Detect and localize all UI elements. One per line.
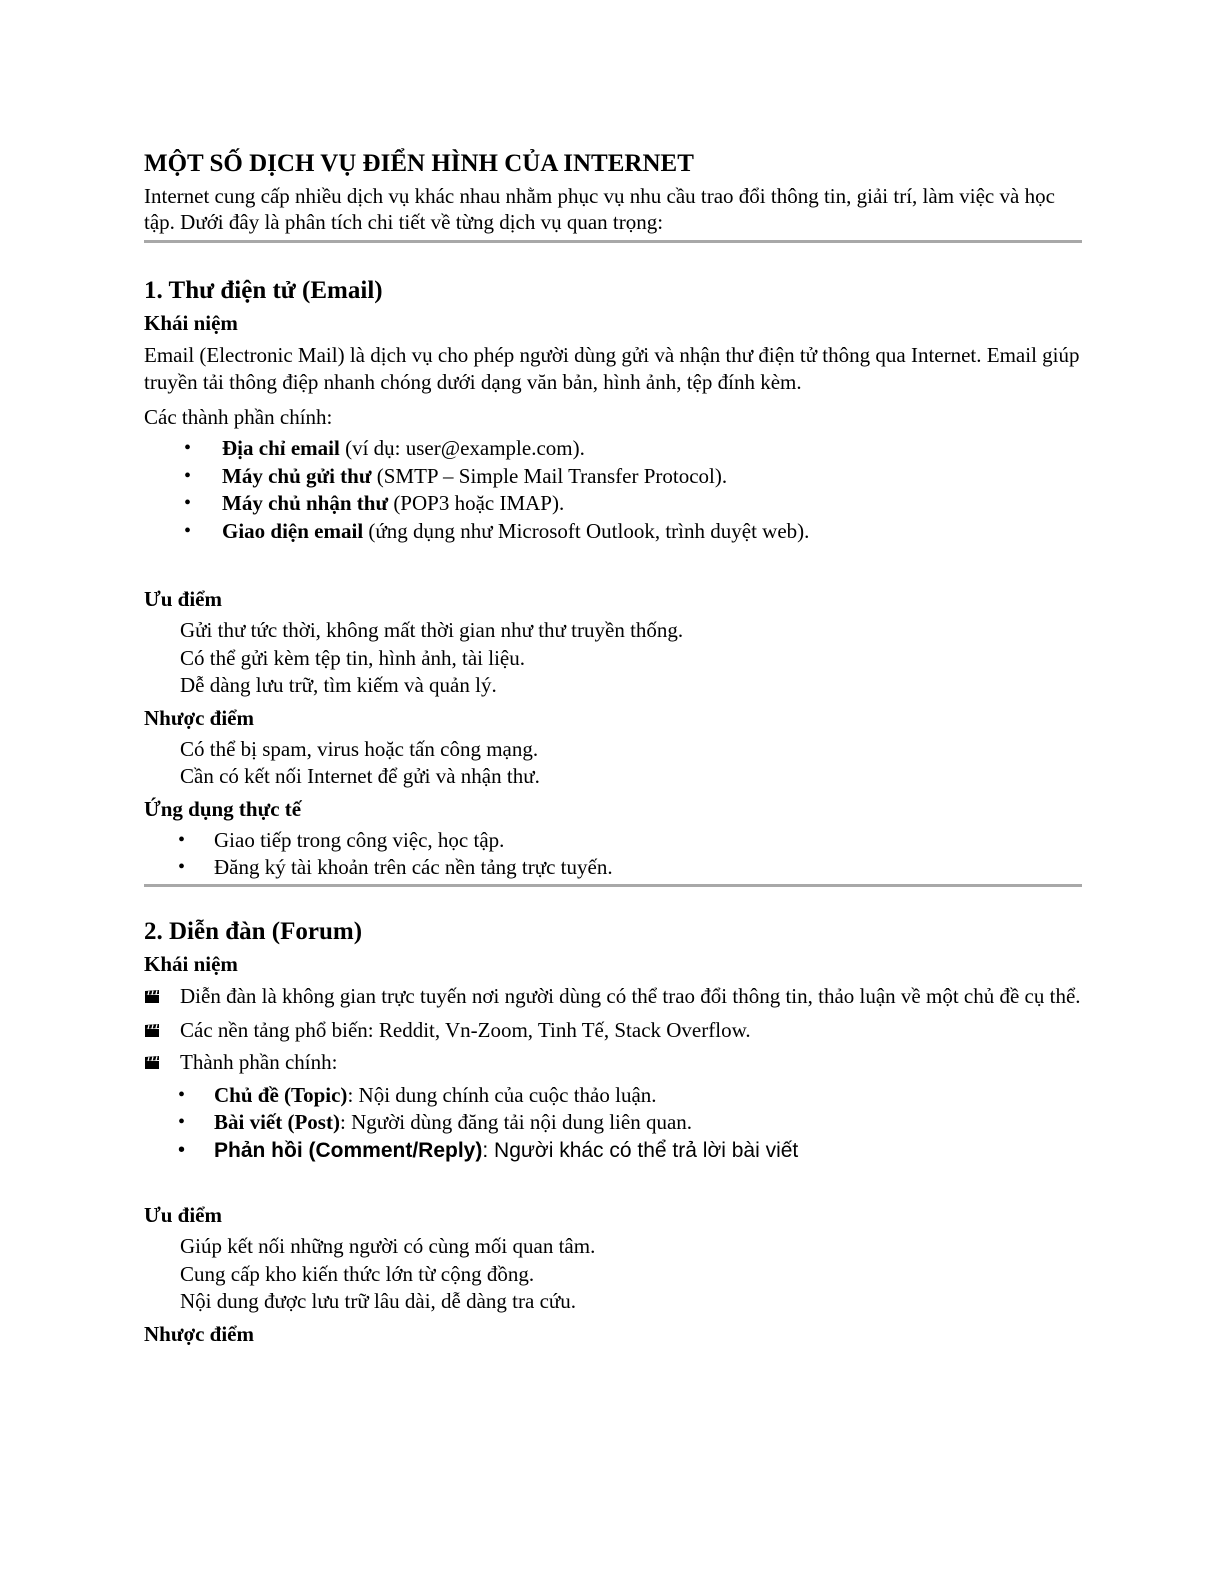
bullet-icon: • — [184, 519, 192, 542]
forum-pro-item: Nội dung được lưu trữ lâu dài, dễ dàng tra cứu. — [180, 1289, 577, 1313]
forum-platforms-line: Các nền tảng phổ biến: Reddit, Vn-Zoom, Tinh Tế, Stack Overflow. — [144, 1017, 1082, 1045]
email-components-intro: Các thành phần chính: — [144, 405, 333, 429]
forum-concept-line: Diễn đàn là không gian trực tuyến nơi người dùng có thể trao đổi thông tin, thảo luận về một chủ đề cụ thể. — [144, 983, 1082, 1010]
forum-pro-item: Giúp kết nối những người có cùng mối quan tâm. — [180, 1234, 596, 1258]
list-item: • Phản hồi (Comment/Reply): Người khác có thể trả lời bài viết — [144, 1137, 1082, 1165]
list-item: • Địa chỉ email (ví dụ: user@example.com). — [144, 435, 1082, 463]
list-item: • Bài viết (Post): Người dùng đăng tải nội dung liên quan. — [144, 1109, 1082, 1137]
forum-section — [144, 916, 1082, 1347]
bullet-icon: • — [178, 856, 186, 878]
bullet-icon: • — [178, 1083, 186, 1106]
email-pro-item: Gửi thư tức thời, không mất thời gian như thư truyền thống. — [180, 618, 684, 642]
email-cons-heading: Nhược điểm — [144, 705, 254, 730]
section-divider — [144, 884, 1082, 887]
email-heading: 1. Thư điện tử (Email) — [144, 277, 383, 304]
bullet-icon: • — [184, 437, 192, 459]
forum-components-list — [144, 1082, 1082, 1165]
email-apps-list — [144, 827, 1082, 882]
email-pro-item: Có thể gửi kèm tệp tin, hình ảnh, tài liệu. — [180, 645, 525, 670]
forum-heading: 2. Diễn đàn (Forum) — [144, 917, 363, 945]
list-item: • Máy chủ nhận thư (POP3 hoặc IMAP). — [144, 490, 1082, 518]
email-concept-heading: Khái niệm — [144, 311, 238, 335]
forum-concept-heading: Khái niệm — [144, 951, 238, 976]
list-item: • Máy chủ gửi thư (SMTP – Simple Mail Transfer Protocol). — [144, 463, 1082, 491]
email-pro-item: Dễ dàng lưu trữ, tìm kiếm và quản lý. — [180, 673, 497, 697]
forum-pros-heading: Ưu điểm — [144, 1203, 222, 1227]
list-item: • Đăng ký tài khoản trên các nền tảng trực tuyến. — [144, 854, 1082, 882]
email-apps-heading: Ứng dụng thực tế — [144, 796, 302, 821]
section-divider — [144, 240, 1082, 243]
email-section — [144, 275, 1082, 882]
forum-pro-item: Cung cấp kho kiến thức lớn từ cộng đồng. — [180, 1261, 535, 1286]
bullet-icon: • — [184, 464, 192, 487]
email-con-item: Cần có kết nối Internet để gửi và nhận thư. — [180, 764, 540, 788]
forum-cons-heading: Nhược điểm — [144, 1321, 254, 1346]
intro-paragraph: Internet cung cấp nhiều dịch vụ khác nhau nhằm phục vụ nhu cầu trao đổi thông tin, giải trí, làm việc và học tập. Dưới đây là phân tích chi tiết về từng dịch vụ quan trọng: — [144, 184, 1055, 234]
bullet-icon: • — [178, 828, 186, 851]
forum-components-intro: Thành phần chính: — [144, 1049, 1082, 1077]
clapperboard-icon — [144, 990, 160, 1004]
email-con-item: Có thể bị spam, virus hoặc tấn công mạng. — [180, 736, 539, 761]
email-pros-heading: Ưu điểm — [144, 587, 222, 611]
list-item: • Giao diện email (ứng dụng như Microsoft Outlook, trình duyệt web). — [144, 518, 1082, 546]
list-item: • Giao tiếp trong công việc, học tập. — [144, 827, 1082, 855]
clapperboard-icon — [144, 1024, 160, 1038]
bullet-icon: • — [184, 492, 192, 514]
email-components-list — [144, 435, 1082, 545]
document-page — [144, 145, 1082, 1347]
email-concept-text: Email (Electronic Mail) là dịch vụ cho phép người dùng gửi và nhận thư điện tử thông qua Internet. Email giúp truyền tải thông điệp nhanh chóng dưới dạng văn bản, hình ảnh, tệp đính kèm. — [144, 343, 1080, 394]
list-item: • Chủ đề (Topic): Nội dung chính của cuộc thảo luận. — [144, 1082, 1082, 1110]
bullet-icon: • — [178, 1138, 186, 1161]
clapperboard-icon — [144, 1056, 160, 1070]
page-title: MỘT SỐ DỊCH VỤ ĐIỂN HÌNH CỦA INTERNET — [144, 150, 694, 177]
bullet-icon: • — [178, 1111, 186, 1133]
